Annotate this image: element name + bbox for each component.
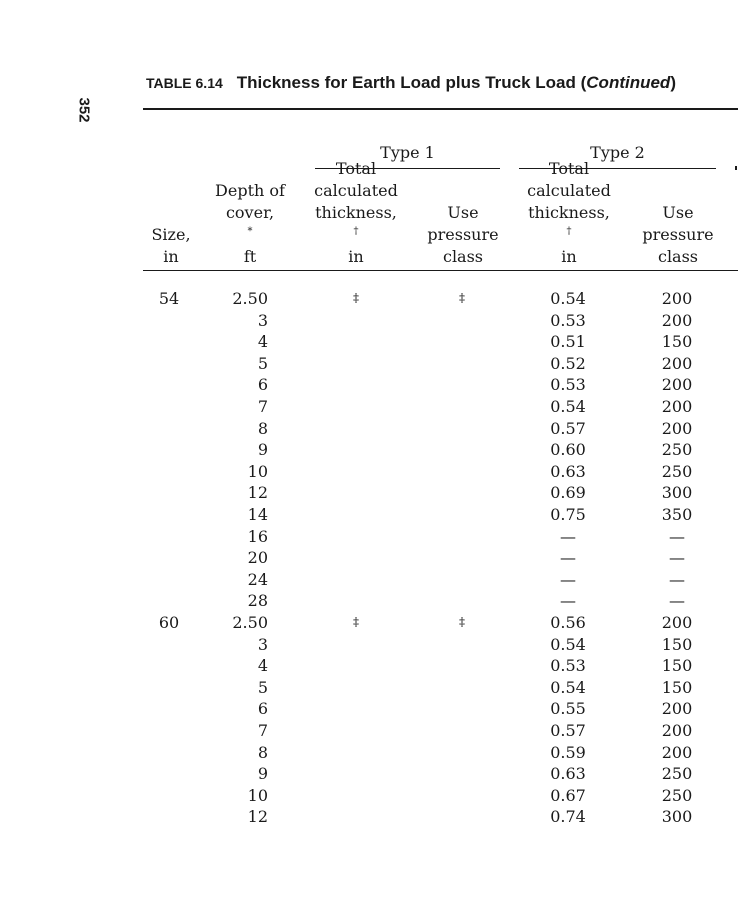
type1-thickness-cell: ‡ [353,291,359,305]
depth-value: 7 [257,397,268,416]
size-cell: 54 [158,289,180,308]
type2-class-cell: 150 [661,677,693,697]
type2-thickness-cell: 0.53 [550,310,586,330]
column-header-type2-thickness: Total calculated thickness, † in [527,159,611,266]
depth-value: 20 [247,548,268,568]
type2-class-cell: 250 [661,764,693,784]
type2-class-cell: — [669,591,685,611]
type2-thickness-cell: 0.57 [550,418,586,438]
depth-value: 5 [257,353,268,373]
depth-value: 16 [247,526,268,546]
depth-cell [230,720,268,742]
table-row [0,698,738,720]
depth-cell [230,763,268,785]
type2-class-cell: 300 [661,807,693,827]
depth-value: 9 [257,440,268,460]
type2-thickness-cell: 0.63 [550,764,586,784]
depth-value: 3 [257,310,268,330]
depth-value: 28 [247,591,268,611]
table-row [0,634,738,656]
table-title-close: ) [670,73,676,92]
type2-class-cell: 150 [661,332,693,352]
size-cell: 60 [158,613,180,632]
depth-cell [230,742,268,764]
type2-class-cell: 250 [661,785,693,805]
type2-thickness-cell: 0.74 [550,807,586,827]
depth-value: 9 [257,764,268,784]
table-row [0,742,738,764]
type2-thickness-cell: 0.69 [550,483,586,503]
depth-value: 6 [257,699,268,719]
column-header-depth: Depth of cover, * ft [215,181,285,266]
type2-class-cell: — [669,569,685,589]
depth-cell [230,569,268,591]
table-row [0,439,738,461]
type2-thickness-cell: 0.55 [550,699,586,719]
depth-value: 12 [247,483,268,503]
depth-value: 10 [247,461,268,481]
type2-thickness-cell: 0.52 [550,353,586,373]
table-row [0,590,738,612]
table-row [0,569,738,591]
depth-value: 24 [247,569,268,589]
depth-value: 6 [257,375,268,395]
depth-cell [230,353,268,375]
type2-thickness-cell: — [560,548,576,568]
type2-thickness-cell: 0.54 [550,397,586,416]
type1-class-cell: ‡ [459,615,465,629]
table-row [0,418,738,440]
depth-value: 4 [257,656,268,676]
table-label: TABLE 6.14 [146,75,223,91]
depth-cell [230,461,268,483]
table-row [0,677,738,699]
table-row [0,526,738,548]
depth-cell [230,504,268,526]
table-title [146,73,676,93]
table-row [0,331,738,353]
depth-cell [230,439,268,461]
table-row [0,612,738,634]
continuation-tick [735,166,737,170]
depth-cell [230,331,268,353]
depth-value: 5 [257,677,268,697]
header-rule [143,270,738,271]
table-row [0,461,738,483]
type2-thickness-cell: 0.54 [550,634,586,654]
table-row [0,504,738,526]
table-row [0,374,738,396]
type2-class-cell: 150 [661,634,693,654]
depth-value: 2.50 [232,289,268,308]
type2-thickness-cell: 0.53 [550,656,586,676]
type2-group-header: Type 2 [590,143,645,162]
depth-cell [230,482,268,504]
table-row [0,806,738,828]
type2-class-cell: 200 [661,397,693,416]
page-number: 352 [75,97,93,123]
type2-class-cell: 200 [661,418,693,438]
depth-cell [230,418,268,440]
type2-class-cell: — [669,548,685,568]
depth-cell [230,806,268,828]
depth-cell [230,374,268,396]
type2-thickness-cell: 0.54 [550,289,586,308]
type2-class-cell: 200 [661,310,693,330]
type1-group-header: Type 1 [380,143,435,162]
depth-cell [230,396,268,418]
footnote-mark-dagger: † [353,226,359,237]
table-row [0,353,738,375]
table-title-main: Thickness for Earth Load plus Truck Load ( [236,73,587,92]
depth-value: 14 [247,505,268,524]
depth-cell [230,785,268,807]
column-header-type1-thickness: Total calculated thickness, † in [314,159,398,266]
type2-class-cell: 300 [661,483,693,503]
depth-value: 2.50 [232,613,268,632]
type2-class-cell: 250 [661,440,693,460]
depth-cell [230,547,268,569]
type2-thickness-cell: — [560,526,576,546]
type2-class-cell: 200 [661,613,693,632]
depth-value: 8 [257,742,268,762]
table-row [0,785,738,807]
table-row [0,547,738,569]
depth-cell [230,310,268,332]
footnote-mark-dagger: † [566,226,572,237]
type1-class-cell: ‡ [459,291,465,305]
table-row [0,288,738,310]
depth-cell [230,526,268,548]
type2-thickness-cell: 0.51 [550,332,586,352]
type2-thickness-cell: — [560,569,576,589]
type2-thickness-cell: 0.75 [550,505,586,524]
table-row [0,310,738,332]
type2-class-cell: 200 [661,375,693,395]
type2-class-cell: 350 [661,505,693,524]
top-rule [143,108,738,110]
type2-class-cell: — [669,526,685,546]
type1-thickness-cell: ‡ [353,615,359,629]
type2-thickness-cell: 0.57 [550,721,586,740]
type2-class-cell: 200 [661,699,693,719]
depth-value: 3 [257,634,268,654]
depth-value: 4 [257,332,268,352]
table-row [0,655,738,677]
type2-thickness-cell: 0.53 [550,375,586,395]
depth-cell [230,288,268,310]
depth-cell [230,655,268,677]
type2-thickness-cell: 0.56 [550,613,586,632]
depth-value: 10 [247,785,268,805]
table-row [0,763,738,785]
depth-value: 7 [257,721,268,740]
depth-cell [230,590,268,612]
column-header-type2-class: Use pressure class [642,203,714,266]
depth-value: 12 [247,807,268,827]
depth-cell [230,612,268,634]
depth-cell [230,677,268,699]
type2-thickness-cell: 0.60 [550,440,586,460]
type2-class-cell: 200 [661,353,693,373]
type2-thickness-cell: 0.54 [550,677,586,697]
type2-class-cell: 200 [661,742,693,762]
table-row [0,482,738,504]
table-title-continued: Continued [586,73,671,92]
type2-class-cell: 200 [661,289,693,308]
column-header-size: Size, in [151,225,191,266]
depth-value: 8 [257,418,268,438]
table-row [0,720,738,742]
type2-thickness-cell: 0.63 [550,461,586,481]
type2-thickness-cell: 0.59 [550,742,586,762]
table-row [0,396,738,418]
depth-cell [230,698,268,720]
type2-thickness-cell: — [560,591,576,611]
type2-class-cell: 250 [661,461,693,481]
type2-thickness-cell: 0.67 [550,785,586,805]
type2-class-cell: 150 [661,656,693,676]
depth-cell [230,634,268,656]
footnote-mark-asterisk: * [247,226,253,237]
type2-class-cell: 200 [661,721,693,740]
column-header-type1-class: Use pressure class [427,203,499,266]
